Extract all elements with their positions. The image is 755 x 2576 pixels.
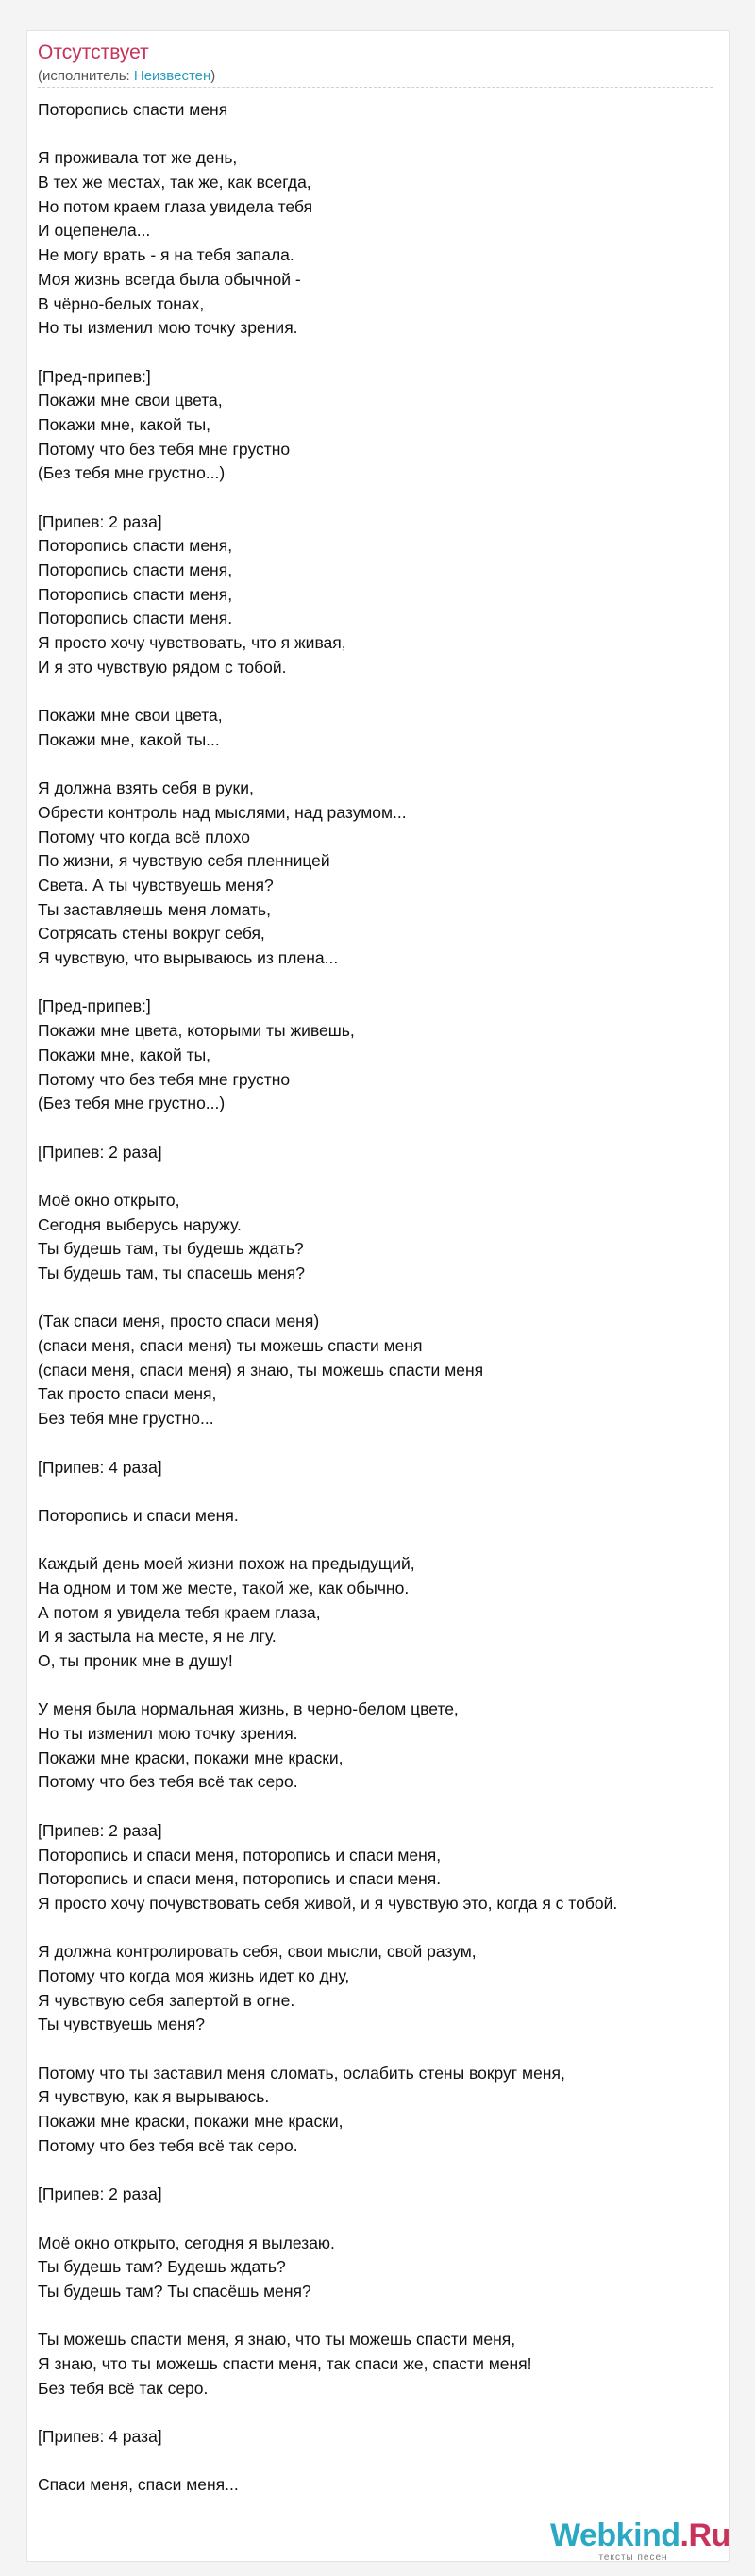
lyric-line: Ты будешь там? Ты спасёшь меня?	[38, 2281, 311, 2300]
lyric-line: [Припев: 2 раза]	[38, 1142, 162, 1162]
lyric-line	[38, 1795, 722, 1819]
lyric-line: (Так спаси меня, просто спаси меня)	[38, 1312, 320, 1331]
artist-suffix: )	[210, 68, 216, 84]
lyric-line: Покажи мне краски, покажи мне краски,	[38, 1748, 344, 1767]
lyric-line: В чёрно-белых тонах,	[38, 293, 205, 313]
lyric-line: Ты заставляешь меня ломать,	[38, 899, 272, 919]
lyric-line: Потому что без тебя мне грустно	[38, 1069, 291, 1089]
lyric-line: Поторопись спасти меня,	[38, 536, 233, 556]
lyric-line: Поторопись и спаси меня, поторопись и спаси меня.	[38, 1869, 442, 1889]
lyric-line: (спаси меня, спаси меня) я знаю, ты можешь спасти меня	[38, 1360, 484, 1380]
lyric-line	[38, 486, 722, 510]
lyric-line: Так просто спаси меня,	[38, 1384, 217, 1404]
lyric-line: [Припев: 2 раза]	[38, 2184, 162, 2204]
lyric-line	[38, 1916, 722, 1941]
lyric-line: Покажи мне свои цвета,	[38, 391, 223, 410]
lyric-line: На одном и том же месте, такой же, как обычно.	[38, 1578, 410, 1597]
lyric-line: В тех же местах, так же, как всегда,	[38, 173, 311, 192]
lyric-line: Но ты изменил мою точку зрения.	[38, 318, 298, 338]
lyric-line: [Припев: 4 раза]	[38, 2427, 162, 2446]
lyric-line	[38, 753, 722, 778]
lyrics-text	[38, 98, 722, 2498]
lyric-line: Поторопись спасти меня,	[38, 584, 233, 604]
lyric-line	[38, 1116, 722, 1141]
lyric-line: А потом я увидела тебя краем глаза,	[38, 1602, 321, 1622]
lyric-line: Потому что ты заставил меня сломать, ослабить стены вокруг меня,	[38, 2063, 565, 2083]
lyric-line: Покажи мне, какой ты,	[38, 1045, 211, 1064]
lyric-line: И я это чувствую рядом с тобой.	[38, 657, 287, 677]
lyric-line: Ты будешь там? Будешь ждать?	[38, 2257, 286, 2277]
lyric-line: Света. А ты чувствуешь меня?	[38, 876, 274, 895]
lyric-line: Потому что когда всё плохо	[38, 827, 250, 846]
lyric-line	[38, 2450, 722, 2474]
lyric-line: [Припев: 2 раза]	[38, 1820, 162, 1840]
lyric-line: Сотрясать стены вокруг себя,	[38, 924, 265, 944]
logo-tagline: тексты песен	[598, 2552, 668, 2563]
lyric-line	[38, 1286, 722, 1311]
lyric-line: Покажи мне, какой ты,	[38, 414, 211, 434]
lyric-line	[38, 2207, 722, 2232]
lyric-line: Без тебя мне грустно...	[38, 1409, 214, 1429]
lyric-line: Каждый день моей жизни похож на предыдущий,	[38, 1554, 415, 1574]
lyric-line	[38, 971, 722, 995]
lyric-line	[38, 123, 722, 147]
lyric-line: Покажи мне, какой ты...	[38, 729, 220, 749]
lyric-line: Я чувствую себя запертой в огне.	[38, 1990, 295, 2010]
lyric-line: Поторопись спасти меня	[38, 100, 228, 119]
lyric-line: Но ты изменил мою точку зрения.	[38, 1724, 298, 1744]
lyric-line: Моя жизнь всегда была обычной -	[38, 269, 301, 289]
lyric-line: Я должна контролировать себя, свои мысли, свой разум,	[38, 1942, 477, 1962]
lyric-line: И оцепенела...	[38, 221, 151, 241]
lyric-line: Я просто хочу почувствовать себя живой, и я чувствую это, когда я с тобой.	[38, 1893, 618, 1913]
lyric-line: Поторопись и спаси меня.	[38, 1505, 239, 1525]
artist-link[interactable]: Неизвестен	[133, 68, 211, 84]
lyric-line: Покажи мне свои цвета,	[38, 706, 223, 726]
lyric-line: Потому что без тебя всё так серо.	[38, 1772, 298, 1792]
lyric-line: Спаси меня, спаси меня...	[38, 2475, 239, 2495]
logo-word: Webkind	[550, 2517, 680, 2553]
site-logo[interactable]	[550, 2517, 730, 2563]
artist-line	[38, 68, 215, 85]
lyric-line	[38, 2304, 722, 2329]
lyric-line: У меня была нормальная жизнь, в черно-белом цвете,	[38, 1699, 459, 1719]
lyric-line: (Без тебя мне грустно...)	[38, 463, 226, 483]
lyric-line: Я должна взять себя в руки,	[38, 778, 254, 798]
lyric-line: Потому что без тебя всё так серо.	[38, 2135, 298, 2155]
lyric-line: [Пред-припев:]	[38, 366, 151, 386]
logo-wordmark	[550, 2519, 730, 2551]
lyric-line: Ты чувствуешь меня?	[38, 2015, 205, 2034]
lyric-line: Я знаю, что ты можешь спасти меня, так спаси же, спасти меня!	[38, 2353, 532, 2373]
lyric-line	[38, 2400, 722, 2425]
lyric-line	[38, 341, 722, 365]
lyric-line: (спаси меня, спаси меня) ты можешь спасти меня	[38, 1336, 423, 1356]
lyric-line: Обрести контроль над мыслями, над разумом...	[38, 802, 407, 822]
lyric-line: Моё окно открыто,	[38, 1190, 180, 1210]
lyric-line	[38, 1674, 722, 1698]
lyric-line	[38, 1164, 722, 1189]
lyric-line: Покажи мне цвета, которыми ты живешь,	[38, 1021, 355, 1041]
lyric-line: Потому что без тебя мне грустно	[38, 439, 291, 459]
lyric-line: Поторопись и спаси меня, поторопись и спаси меня,	[38, 1845, 442, 1865]
lyric-line: Ты можешь спасти меня, я знаю, что ты можешь спасти меня,	[38, 2330, 516, 2350]
logo-tld: .Ru	[680, 2517, 730, 2553]
lyric-line: [Припев: 4 раза]	[38, 1457, 162, 1477]
lyric-line: Я чувствую, что вырываюсь из плена...	[38, 948, 339, 968]
lyric-line: Но потом краем глаза увидела тебя	[38, 196, 313, 216]
lyric-line: Ты будешь там, ты будешь ждать?	[38, 1239, 304, 1259]
lyric-line: Потому что когда моя жизнь идет ко дну,	[38, 1965, 350, 1985]
lyric-line: Не могу врать - я на тебя запала.	[38, 245, 294, 265]
lyric-line: Ты будешь там, ты спасешь меня?	[38, 1263, 305, 1282]
artist-prefix: (исполнитель:	[38, 68, 134, 84]
lyric-line: Я просто хочу чувствовать, что я живая,	[38, 633, 346, 653]
lyric-line: Я проживала тот же день,	[38, 148, 238, 168]
lyric-line	[38, 680, 722, 705]
lyric-line	[38, 1529, 722, 1553]
lyric-line: Без тебя всё так серо.	[38, 2378, 209, 2398]
lyric-line	[38, 2037, 722, 2062]
lyric-line: Поторопись спасти меня.	[38, 609, 233, 628]
lyric-line: Покажи мне краски, покажи мне краски,	[38, 2112, 344, 2132]
lyric-line: (Без тебя мне грустно...)	[38, 1094, 226, 1113]
lyric-line: Сегодня выберусь наружу.	[38, 1214, 242, 1234]
lyric-line: И я застыла на месте, я не лгу.	[38, 1627, 277, 1647]
lyric-line: О, ты проник мне в душу!	[38, 1651, 233, 1670]
lyric-line: Моё окно открыто, сегодня я вылезаю.	[38, 2233, 335, 2252]
lyric-line: [Пред-припев:]	[38, 996, 151, 1016]
lyric-line: [Припев: 2 раза]	[38, 511, 162, 531]
lyric-line	[38, 1431, 722, 1456]
lyric-line: Поторопись спасти меня,	[38, 560, 233, 580]
lyric-line	[38, 2158, 722, 2183]
lyric-line: Я чувствую, как я вырываюсь.	[38, 2087, 270, 2107]
lyric-line	[38, 1480, 722, 1504]
title-divider	[38, 87, 713, 88]
lyric-line: По жизни, я чувствую себя пленницей	[38, 851, 330, 871]
song-title: Отсутствует	[38, 42, 149, 63]
